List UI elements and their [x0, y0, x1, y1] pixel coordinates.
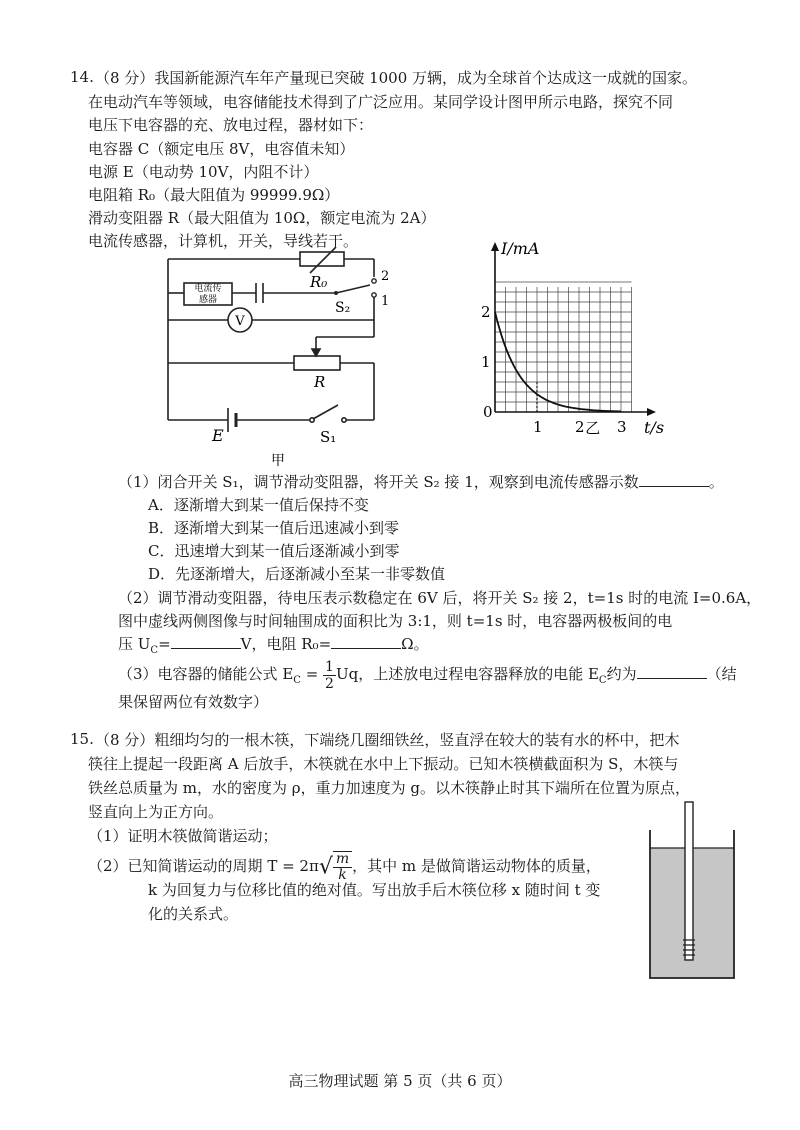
- x-tick-label: 0: [483, 403, 493, 421]
- page-footer: 高三物理试题 第 5 页（共 6 页）: [288, 1072, 512, 1090]
- sqrt-den: k: [338, 867, 347, 883]
- q15-line1: [95, 730, 679, 750]
- answer-blank-uc[interactable]: [171, 634, 241, 649]
- q15-line3: 铁丝总质量为 m，水的密度为 ρ，重力加速度为 g。以木筷静止时其下端所在位置为原点，: [88, 779, 690, 797]
- part3-eq: =: [300, 665, 324, 683]
- answer-blank-energy[interactable]: [637, 664, 707, 679]
- q15-line4: 竖直向上为正方向。: [88, 803, 224, 821]
- label-terminal-2: 2: [381, 269, 390, 284]
- label-e: E: [212, 426, 224, 445]
- sensor-label-2: 感器: [198, 295, 218, 305]
- x-tick-label: 1: [533, 418, 543, 436]
- rheostat-r: [294, 356, 340, 370]
- x-tick-label: 3: [617, 418, 627, 436]
- q15-score: （8 分）: [95, 731, 155, 749]
- q15-part1: （1）证明木筷做简谐运动；: [88, 827, 278, 845]
- part3-sub: C: [293, 675, 301, 686]
- part3-mid: Uq，上述放电过程电容器释放的电能 E: [335, 665, 599, 683]
- q14-part1: [118, 472, 724, 492]
- equals: =: [158, 635, 171, 653]
- q14-number: 14.: [70, 68, 94, 86]
- frac-num: 1: [325, 658, 334, 675]
- r0-variable-arrow: [310, 247, 336, 273]
- option-a: A．逐渐增大到某一值后保持不变: [148, 496, 369, 514]
- option-b: B．逐渐增大到某一值后迅速减小到零: [148, 519, 400, 537]
- sqrt-fraction: [333, 851, 352, 883]
- q15-line2: 筷往上提起一段距离 A 后放手，木筷就在水中上下振动。已知木筷横截面积为 S，木筷与: [88, 755, 679, 773]
- x-axis-label: t/s: [644, 418, 665, 437]
- equip-rheostat: 滑动变阻器 R（最大阻值为 10Ω，额定电流为 2A）: [88, 209, 436, 227]
- y-tick-label: 2: [481, 303, 491, 321]
- q15-part2-line3: 化的关系式。: [148, 905, 239, 923]
- sqrt-num: m: [333, 852, 352, 868]
- answer-blank-r0[interactable]: [331, 634, 401, 649]
- equip-misc: 电流传感器，计算机，开关，导线若干。: [88, 232, 359, 250]
- switch-s2-blade: [336, 285, 370, 293]
- frac-den: 2: [325, 675, 334, 692]
- beaker-chopstick-figure: [640, 800, 740, 985]
- r0-label: V，电阻 R₀=: [240, 635, 332, 653]
- u-label: 压 U: [118, 635, 151, 653]
- label-s2: S₂: [335, 300, 351, 316]
- q15-l1: 粗细均匀的一根木筷，下端绕几圈细铁丝，竖直浮在较大的装有水的杯中，把木: [154, 731, 680, 749]
- part3-prefix: （3）电容器的储能公式 E: [118, 665, 294, 683]
- sqrt-expression: [319, 851, 352, 883]
- q14-part2-line2: 图中虚线两侧图像与时间轴围成的面积比为 3:1，则 t=1s 时，电容器两极板间的电: [118, 612, 673, 630]
- equip-source: 电源 E（电动势 10V，内阻不计）: [88, 163, 319, 181]
- period-formula-prefix: （2）已知简谐运动的周期 T = 2π: [88, 857, 319, 875]
- y-axis-label: I/mA: [501, 240, 540, 258]
- label-r0: R₀: [310, 273, 328, 291]
- answer-blank-1[interactable]: [639, 472, 709, 487]
- q15-part2-line2: k 为回复力与位移比值的绝对值。写出放手后木筷位移 x 随时间 t 变: [148, 881, 601, 899]
- label-r: R: [314, 373, 326, 391]
- q14-intro-line2: 在电动汽车等领域，电容储能技术得到了广泛应用。某同学设计图甲所示电路，探究不同: [88, 93, 674, 111]
- q14-score: （8 分）: [95, 69, 155, 87]
- q14-part3-line2: 果保留两位有效数字）: [118, 693, 269, 711]
- label-voltmeter: V: [235, 314, 245, 329]
- part3-approx: 约为: [606, 665, 637, 683]
- sqrt-sign: √: [318, 854, 333, 880]
- label-s1: S₁: [320, 428, 337, 446]
- x-axis-arrow: [647, 408, 656, 416]
- equip-capacitor: 电容器 C（额定电压 8V，电容值未知）: [88, 140, 355, 158]
- current-time-graph: [470, 240, 680, 465]
- q14-part1-text: （1）闭合开关 S₁，调节滑动变阻器，将开关 S₂ 接 1，观察到电流传感器示数: [118, 473, 639, 491]
- q14-intro1: 我国新能源汽车年产量现已突破 1000 万辆，成为全球首个达成这一成就的国家。: [154, 69, 698, 87]
- y-axis-arrow: [491, 242, 499, 251]
- option-d: D．先逐渐增大，后逐渐减小至某一非零数值: [148, 565, 446, 583]
- q14-part1-end: 。: [708, 473, 724, 491]
- chart-title: 乙: [585, 419, 601, 437]
- period-formula-suffix: ，其中 m 是做简谐运动物体的质量，: [352, 857, 601, 875]
- label-terminal-1: 1: [381, 294, 390, 309]
- fraction-half: [323, 659, 336, 692]
- ohm-unit: Ω。: [401, 635, 429, 653]
- q15-number: 15.: [70, 730, 94, 748]
- switch-s1-blade: [313, 405, 338, 419]
- circuit-caption: 甲: [271, 453, 285, 469]
- part3-sub2: C: [598, 675, 607, 686]
- r-slider-arrow: [312, 349, 320, 356]
- option-c: C．迅速增大到某一值后逐渐减小到零: [148, 542, 400, 560]
- q14-intro-line1: [95, 68, 697, 88]
- sensor-label-1: 电流传: [194, 284, 222, 294]
- u-sub: C: [150, 645, 159, 656]
- equip-resistor-box: 电阻箱 R₀（最大阻值为 99999.9Ω）: [88, 186, 340, 204]
- circuit-diagram: [160, 245, 400, 470]
- chopstick: [685, 802, 693, 960]
- x-tick-label: 2: [575, 418, 585, 436]
- resistor-box-r0: [300, 252, 344, 266]
- q14-intro-line3: 电压下电容器的充、放电过程，器材如下：: [88, 116, 374, 134]
- q14-part2-line1: （2）调节滑动变阻器，待电压表示数稳定在 6V 后，将开关 S₂ 接 2，t=1s 时的电流 I=0.6A，: [118, 589, 762, 607]
- y-tick-label: 1: [481, 353, 491, 371]
- part3-end: （结: [706, 665, 737, 683]
